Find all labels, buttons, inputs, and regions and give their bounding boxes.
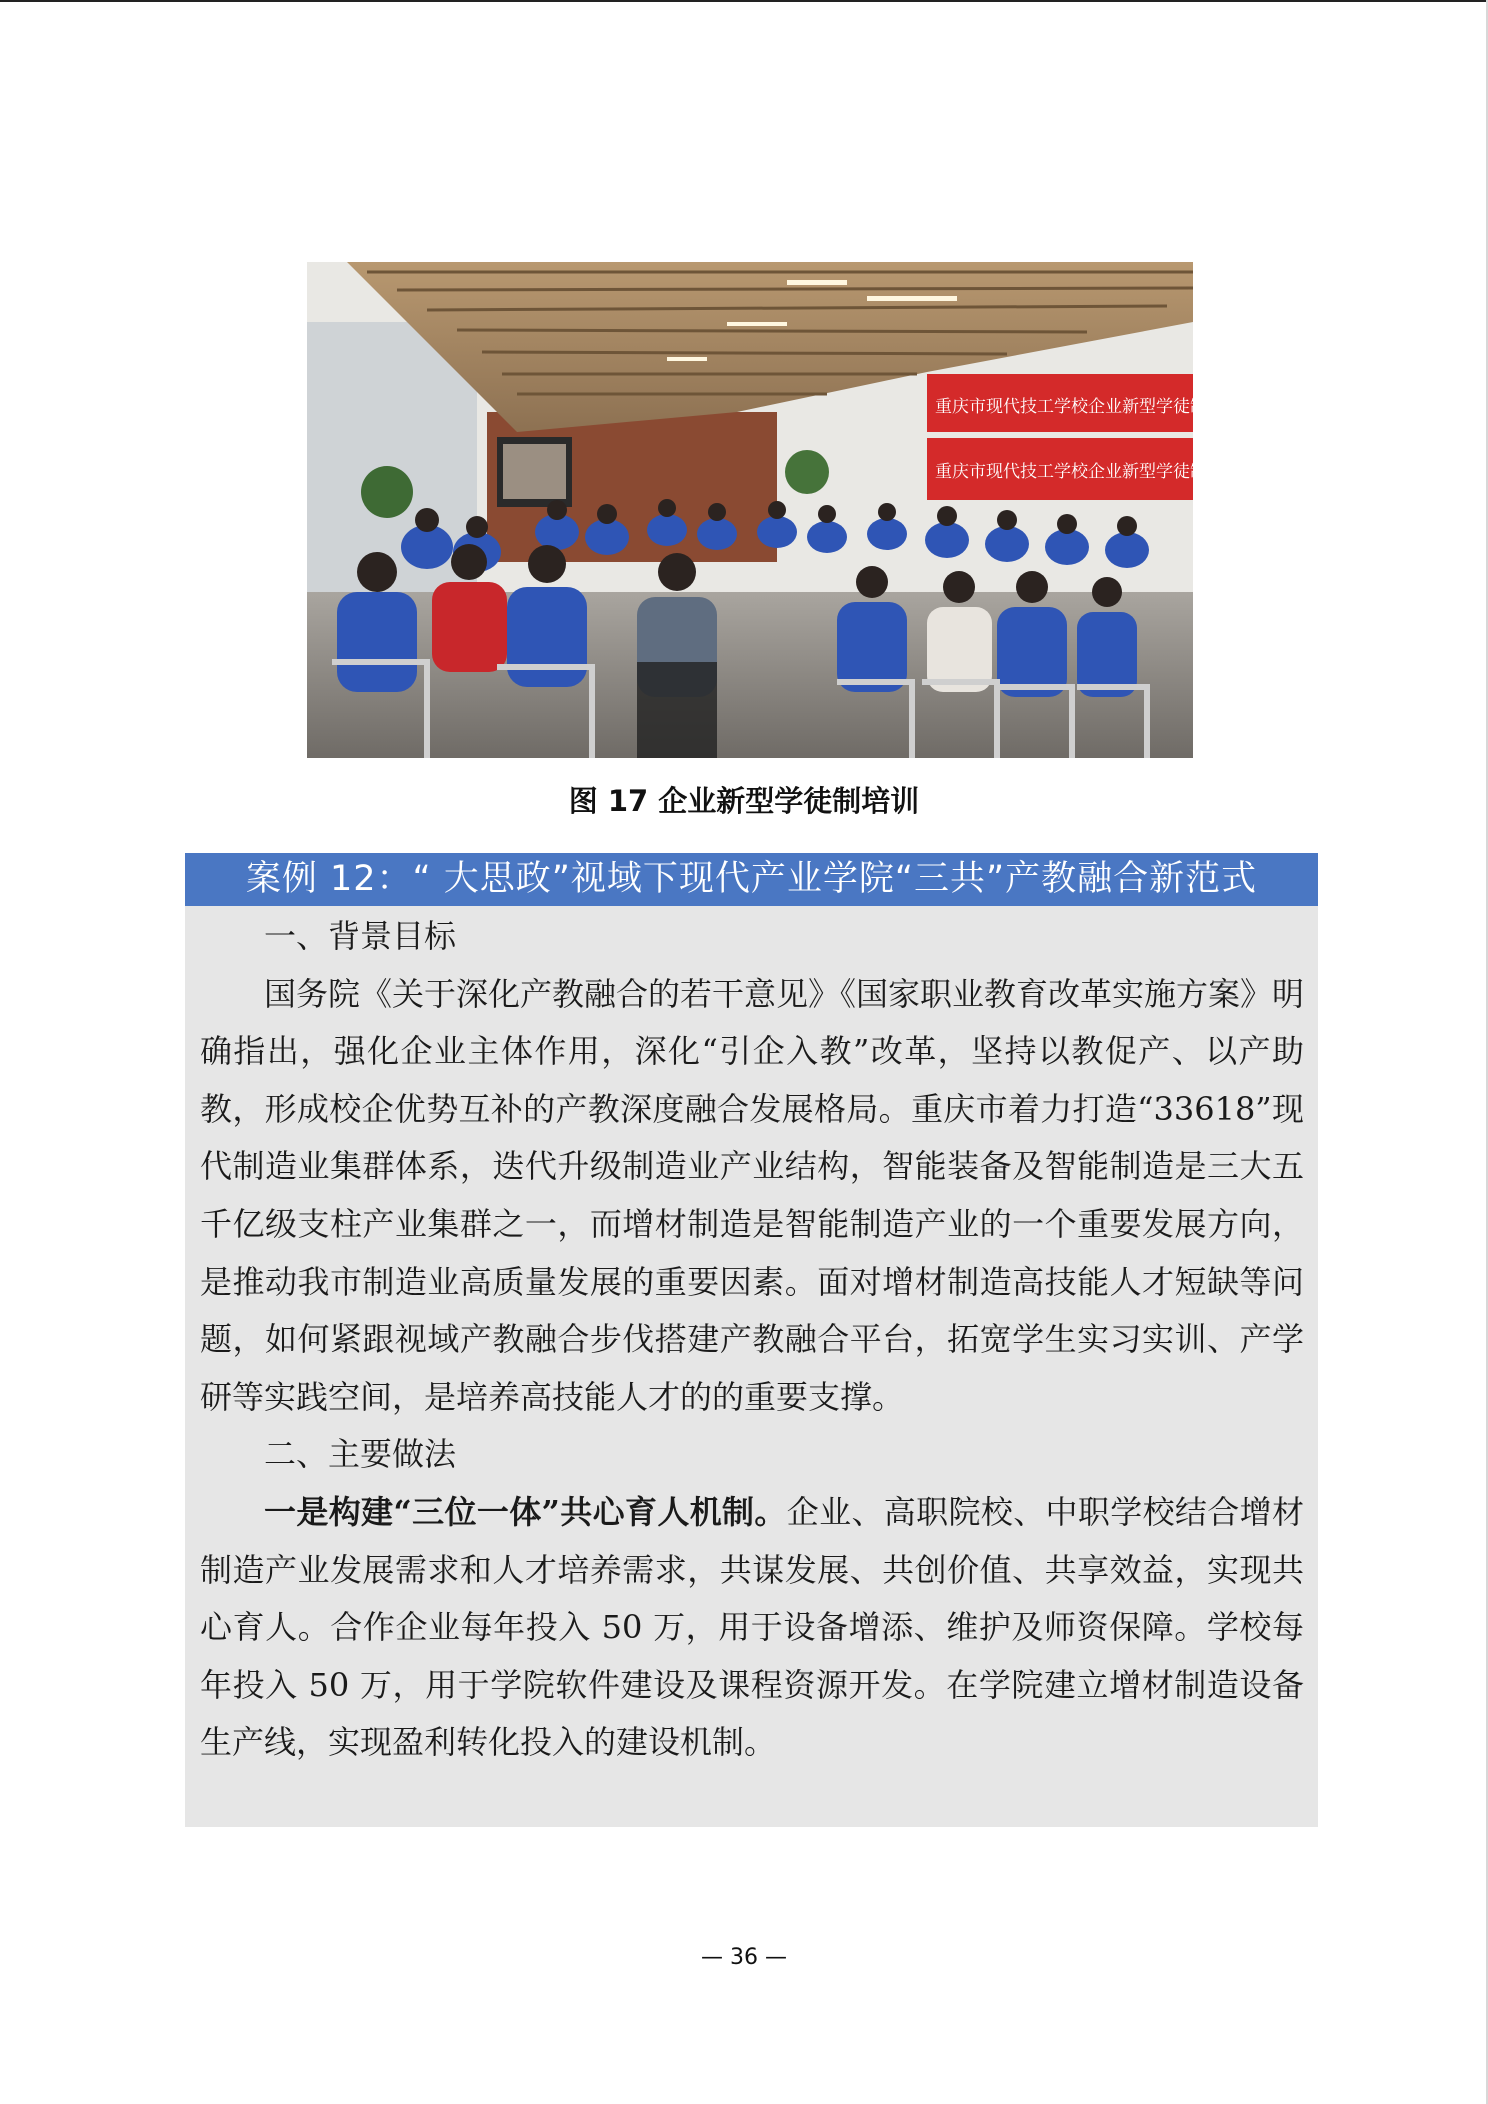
case-title: 案例 12：“ 大思政”视域下现代产业学院“三共”产教融合新范式	[185, 853, 1318, 906]
figure-title: 企业新型学徒制培训	[658, 784, 920, 818]
section-heading-practices: 二、主要做法	[264, 1435, 457, 1474]
page-number: — 36 —	[701, 1945, 787, 1970]
background-paragraph: 国务院《关于深化产教融合的若干意见》《国家职业教育改革实施方案》明确指出，强化企业主体作用，深化“引企入教”改革，坚持以教促产、以产助教，形成校企优势互补的产教深度融合发展格局。重庆市着力打造“33618”现代制造业集群体系，迭代升级制造业产业结构，智能装备及智能制造是三大五千亿级支柱产业集群之一，而增材制造是智能制造产业的一个重要发展方向，是推动我市制造业高质量发展的重要因素。面对增材制造高技能人才短缺等问题，如何紧跟视域产教融合步伐搭建产教融合平台，拓宽学生实习实训、产学研等实践空间，是培养高技能人才的的重要支撑。	[200, 974, 1305, 1416]
figure-caption	[0, 779, 1488, 820]
practices-lead: 一是构建“三位一体”共心育人机制。	[264, 1492, 787, 1531]
training-session-photo	[307, 262, 1323, 758]
banner-text-2: 重庆市现代技工学校企业新型学徒制培训2023年4班	[935, 462, 1323, 481]
section-heading-background: 一、背景目标	[264, 917, 457, 955]
case-box	[185, 853, 1318, 1827]
banner-text-1: 重庆市现代技工学校企业新型学徒制培训2023年5班	[935, 397, 1323, 416]
top-border	[0, 0, 1488, 2]
practices-paragraph	[200, 1484, 1304, 1772]
practices-text: 企业、高职院校、中职学校结合增材制造产业发展需求和人才培养需求，共谋发展、共创价值、共享效益，实现共心育人。合作企业每年投入 50 万，用于设备增添、维护及师资保障。学校每年投入 50 万，用于学院软件建设及课程资源开发。在学院建立增材制造设备生产线，实现盈利转化投入的建设机制。	[200, 1492, 1304, 1762]
figure-label: 图	[568, 784, 598, 818]
figure-number: 17	[607, 784, 649, 818]
case-body	[185, 906, 1318, 1772]
